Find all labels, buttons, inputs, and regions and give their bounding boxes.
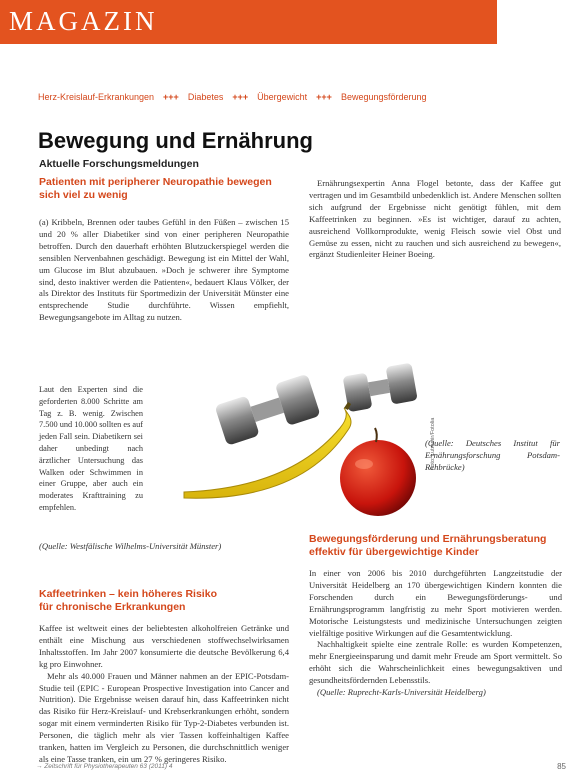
page-title: Bewegung und Ernährung	[38, 128, 313, 153]
article-neuropathie-body-narrow	[39, 384, 143, 514]
headline-line: effektiv für übergewichtige Kinder	[309, 546, 479, 558]
footer-journal: → Zeitschrift für Physiotherapeuten 63 (2011) 4	[36, 763, 173, 770]
paragraph: In einer von 2006 bis 2010 durchgeführten Langzeitstudie der Universität Heidelberg an 170 übergewichtigen Kindern konnten die Forschenden durch ein Bewegungsförderungs- und Ernährungsprogramm langfristig zu mehr Sport motivieren werden. Motorische Leistungstests und medizinische Untersuchungen zeigten vielfältige positive Wirkungen auf die Gesamtentwicklung.	[309, 568, 562, 638]
topic-tag-diabetes: Diabetes	[187, 92, 224, 102]
article-kaffee-body-left	[39, 623, 289, 764]
topic-tag-herz: Herz-Kreislauf-Erkrankungen	[38, 92, 155, 102]
headline-line: für chronische Erkrankungen	[39, 601, 186, 613]
article-kaffee-headline	[39, 588, 289, 614]
paragraph: (a) Kribbeln, Brennen oder taubes Gefühl in den Füßen – zwischen 15 und 20 % aller Diabetiker sind von einer peripheren Neuropathie betroffen. Durch den dauerhaft erhöhten Blutzuckerspiegel werden die sensiblen Nervenbahnen geschädigt. Bewegung ist ein Mittel der Wahl, um Glucose im Blut abzubauen. »Doch je schwerer ihre Symptome sind, desto inaktiver werden die Patienten«, bedauert Klaus Völker, der als Direktor des Instituts für Sportmedizin der Universität Münster eine entsprechende Studie durchführte. Wissen empfiehlt, Bewegungsangebote im Alltag zu nutzen.	[39, 217, 289, 323]
topic-separator: +++	[232, 92, 249, 102]
paragraph: Kaffee ist weltweit eines der beliebtesten alkoholfreien Getränke und enthält eine Mischung aus verschiedenen stoffwechselwirksamen Inhaltsstoffen. Im Jahr 2007 konsumierte die deutsche Bevölkerung 6,4 kg pro Einwohner.	[39, 623, 289, 669]
article-neuropathie-headline	[39, 176, 289, 202]
topic-separator: +++	[316, 92, 332, 102]
photo-credit: Foto: Lutromir/Fotolia	[430, 417, 436, 470]
paragraph: Nachhaltigkeit spielte eine zentrale Rolle: es wurden Kompetenzen, mehr Energieeinsparung und damit mehr Freude am Sport vermittelt. So erhöht sich die Wahrscheinlichkeit eines bewegungsaktiven und gesundheitsfördernden Lebensstils.	[309, 639, 562, 686]
topic-tag-bewegung: Bewegungsförderung	[340, 92, 427, 102]
headline-line: sich viel zu wenig	[39, 189, 128, 201]
article-kinder-source: (Quelle: Ruprecht-Karls-Universität Heidelberg)	[317, 687, 486, 698]
dumbbell-right	[342, 363, 418, 413]
article-kaffee-source: (Quelle: Deutsches Institut für Ernährungsforschung Potsdam-Rehbrücke)	[425, 438, 560, 472]
headline-line: Kaffeetrinken – kein höheres Risiko	[39, 588, 217, 600]
article-neuropathie-body-top	[39, 217, 289, 324]
headline-line: Bewegungsförderung und Ernährungsberatung	[309, 533, 547, 545]
article-kinder-headline	[309, 533, 564, 559]
dumbbell-left	[214, 374, 321, 446]
page-subtitle: Aktuelle Forschungsmeldungen	[39, 158, 199, 170]
article-neuropathie-source: (Quelle: Westfälische Wilhelms-Universität Münster)	[39, 541, 222, 551]
page-number: 85	[557, 762, 566, 771]
article-kaffee-body-right	[309, 178, 561, 261]
article-kinder-body	[309, 568, 562, 699]
topic-tag-uebergewicht: Übergewicht	[257, 92, 308, 102]
headline-line: Patienten mit peripherer Neuropathie bewegen	[39, 176, 272, 188]
paragraph: Laut den Experten sind die geforderten 8.000 Schritte am Tag z. B. wenig. Zwischen 7.500 und 10.000 sollten es auf jeden Fall sein. Diabetikern sei daher unbedingt nach ärztlicher Untersuchung das Walken oder Schwimmen in einer Gruppe, aber auch ein moderates Krafttraining zu empfehlen.	[39, 385, 143, 512]
paragraph: Ernährungsexpertin Anna Flogel betonte, dass der Kaffee gut vertragen und im Gesamtbild unbedenklich ist. Andere Menschen sollten sich aufgrund der Ergebnisse nicht genötigt fühlen, mit dem Kaffeetrinken zu beginnen. »Es ist wichtiger, darauf zu achten, ausreichend Vollkornprodukte, wenig Fleisch sowie viel Obst und Gemüse zu essen, nicht zu rauchen und sich ausreichend zu bewegen«, ergänzt Studienleiter Heiner Boeing.	[309, 178, 561, 260]
topic-separator: +++	[163, 92, 179, 102]
paragraph: Mehr als 40.000 Frauen und Männer nahmen an der EPIC-Potsdam-Studie teil (EPIC - European Prospective Investigation into Cancer and Nutrition). Die Ergebnisse weisen darauf hin, dass Kaffeetrinken nicht das Risiko für Herz-Kreislauf- und Krebserkrankungen erhöht, sondern sogar mit einem verminderten Risiko für Typ-2-Diabetes verbunden ist. Personen, die täglich mehr als vier Tassen koffeinhaltigen Kaffee tranken, hatten im Vergleich zu Personen, die durchschnittlich weniger als eine Tasse tranken, ein um 27 % geringeres Risiko.	[39, 670, 289, 764]
photo-dumbbells-banana-apple	[150, 370, 440, 520]
breadcrumb	[38, 92, 427, 102]
section-title: MAGAZIN	[9, 6, 158, 36]
section-banner	[0, 0, 497, 44]
